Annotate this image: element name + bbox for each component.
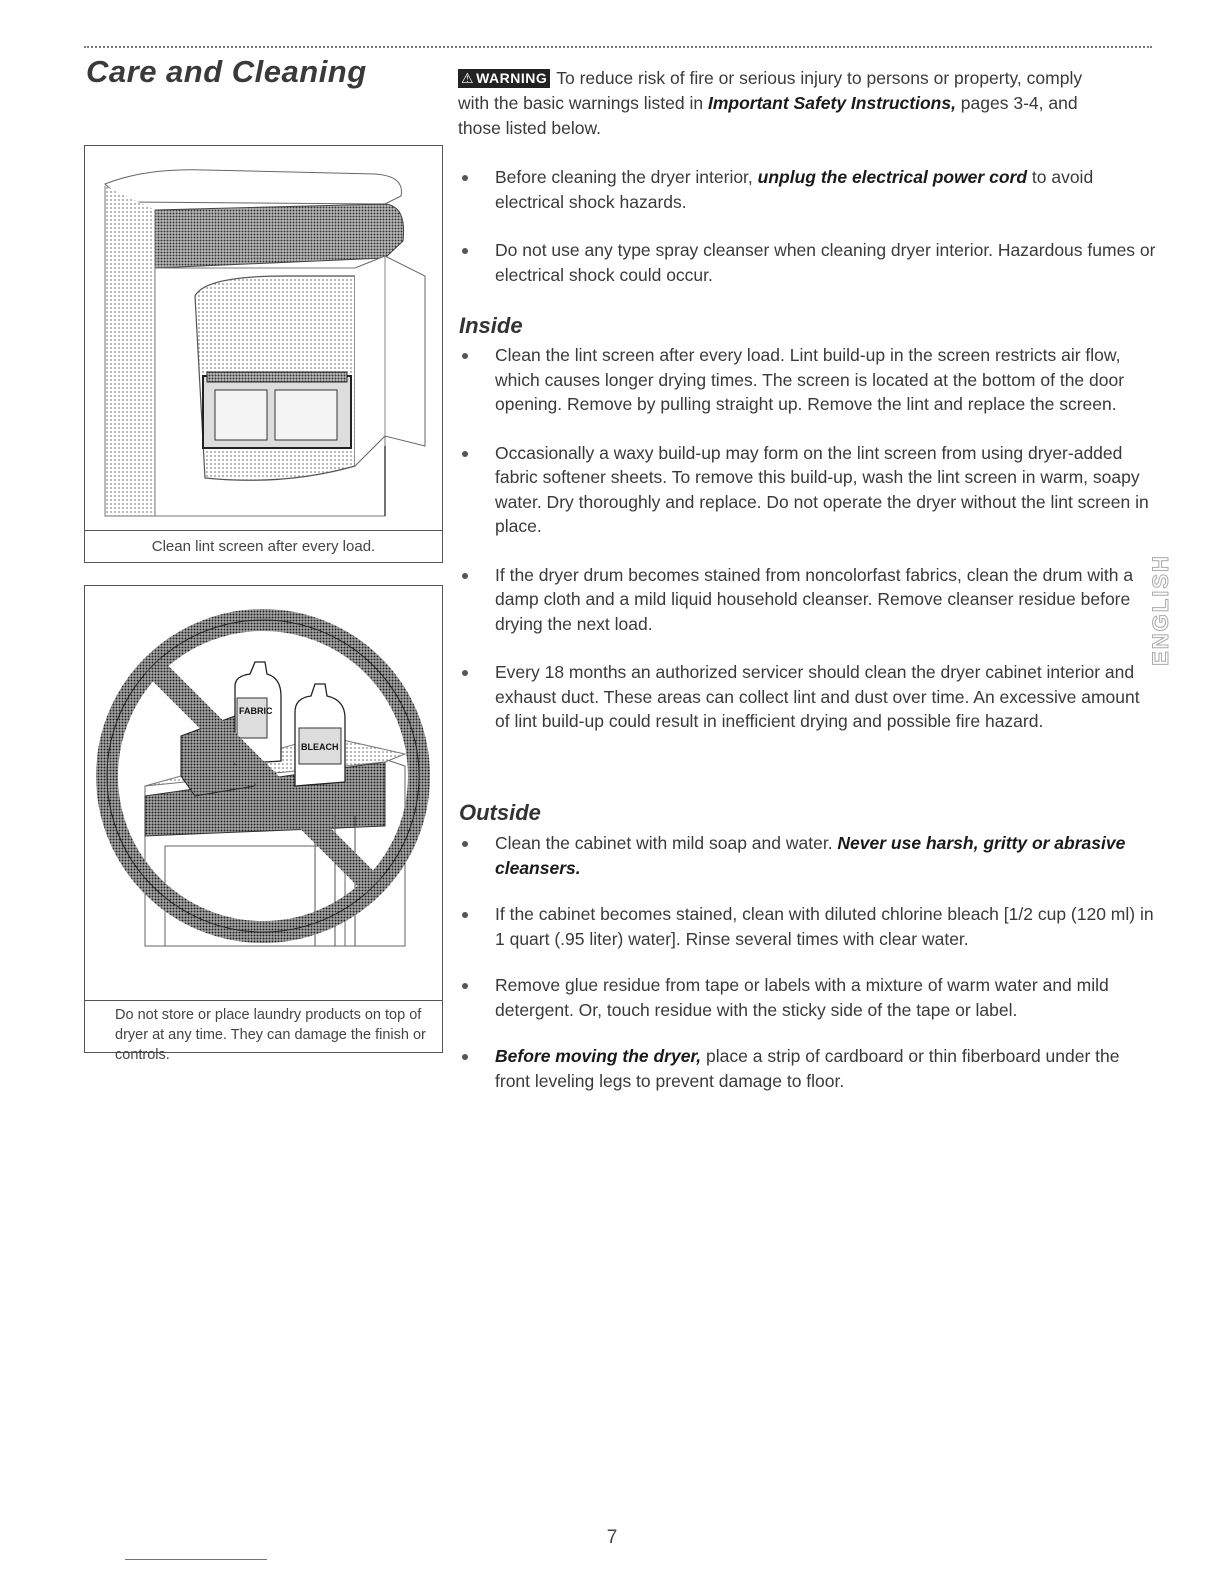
page-title: Care and Cleaning <box>86 54 367 89</box>
bullet-icon <box>462 175 468 181</box>
list-item: Every 18 months an authorized servicer should clean the dryer cabinet interior and exhaust duct. These areas can collect lint and dust over time. An excessive amount of lint build-up could result in inefficient drying and possible fire hazard. <box>458 660 1158 734</box>
bullet-icon <box>462 1054 468 1060</box>
bullet-icon <box>462 670 468 676</box>
list-item: Remove glue residue from tape or labels with a mixture of warm water and mild detergent. Or, touch residue with the sticky side of the tape or label. <box>458 973 1158 1022</box>
bullet-icon <box>462 353 468 359</box>
fabric-softener-label: FABRIC <box>239 706 273 716</box>
list-item: Clean the cabinet with mild soap and water. Never use harsh, gritty or abrasive cleansers. <box>458 831 1158 880</box>
outside-list <box>458 831 1158 1093</box>
dryer-lint-screen-illustration <box>85 146 442 530</box>
bullet-icon <box>462 912 468 918</box>
bullet-icon <box>462 248 468 254</box>
page-number: 7 <box>606 1527 618 1548</box>
bleach-label: BLEACH <box>301 742 339 752</box>
warning-paragraph <box>458 66 1118 141</box>
outside-heading: Outside <box>459 800 541 825</box>
side-language-label: ENGLISH <box>1148 554 1173 666</box>
list-item: If the cabinet becomes stained, clean with diluted chlorine bleach [1/2 cup (120 ml) in 1 quart (.95 liter) water]. Rinse several times with clear water. <box>458 902 1158 951</box>
no-products-on-dryer-illustration <box>85 586 442 1000</box>
warning-text-end: pages 3-4, and those listed below. <box>458 93 1078 138</box>
list-item: Occasionally a waxy build-up may form on the lint screen from using dryer-added fabric softener sheets. To remove this build-up, wash the lint screen in warm, soapy water. Dry thoroughly and replace. Do not operate the dryer without the lint screen in place. <box>458 441 1158 539</box>
no-storage-caption: Do not store or place laundry products on top of dryer at any time. They can damage the finish or controls. <box>85 1000 442 1052</box>
top-dotted-rule <box>84 46 1152 48</box>
bullet-icon <box>462 451 468 457</box>
list-item: Before moving the dryer, place a strip of cardboard or thin fiberboard under the front leveling legs to prevent damage to floor. <box>458 1044 1158 1093</box>
warning-badge: ⚠ WARNING <box>458 69 550 88</box>
side-language-tab <box>1148 530 1188 690</box>
lint-screen-figure <box>84 145 443 563</box>
footer-rule <box>125 1559 267 1560</box>
warning-triangle-icon: ⚠ <box>461 70 475 86</box>
no-storage-figure <box>84 585 443 1063</box>
list-item: Do not use any type spray cleanser when cleaning dryer interior. Hazardous fumes or electrical shock could occur. <box>458 238 1158 287</box>
bullet-icon <box>462 841 468 847</box>
inside-heading: Inside <box>459 313 523 338</box>
inside-list <box>458 343 1158 734</box>
lint-screen-caption: Clean lint screen after every load. <box>85 530 442 562</box>
warning-list <box>458 165 1158 287</box>
bullet-icon <box>462 983 468 989</box>
safety-instructions-ref: Important Safety Instructions, <box>707 93 956 113</box>
bullet-icon <box>462 573 468 579</box>
list-item: If the dryer drum becomes stained from noncolorfast fabrics, clean the drum with a damp cloth and a mild liquid household cleanser. Remove cleanser residue before drying the next load. <box>458 563 1158 637</box>
list-item: Before cleaning the dryer interior, unplug the electrical power cord to avoid electrical shock hazards. <box>458 165 1158 214</box>
warning-text: To reduce risk of fire or serious injury to persons or property, comply with the basic warnings listed in <box>458 68 1083 113</box>
list-item: Clean the lint screen after every load. Lint build-up in the screen restricts air flow, which causes longer drying times. The screen is located at the bottom of the door opening. Remove by pulling straight up. Remove the lint and replace the screen. <box>458 343 1158 417</box>
